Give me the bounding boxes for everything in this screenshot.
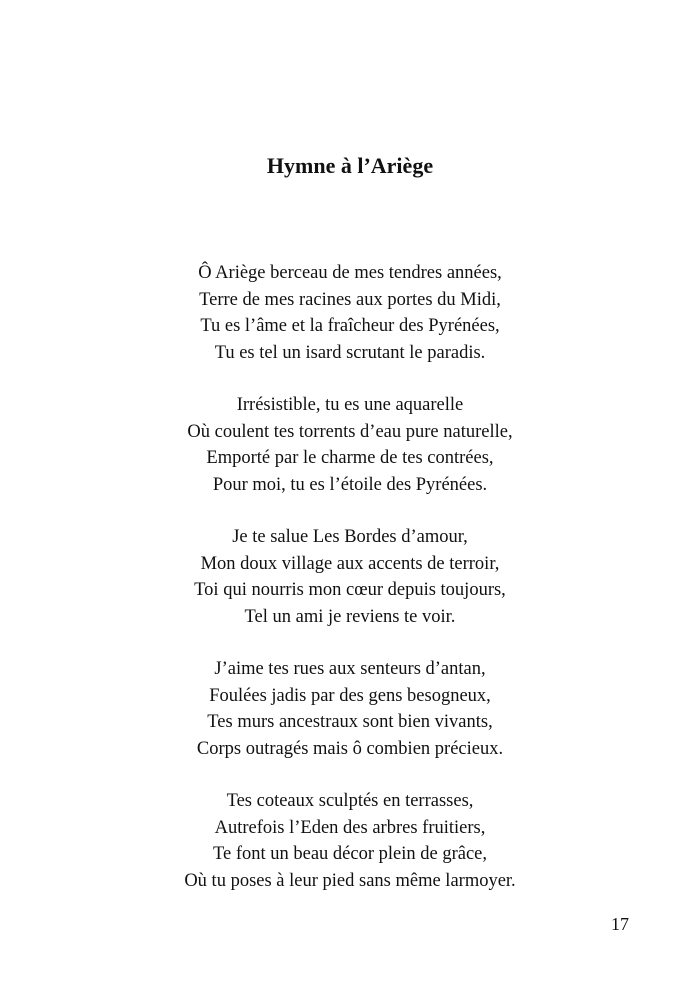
verse-line: J’aime tes rues aux senteurs d’antan,: [214, 659, 486, 679]
stanza-5: [0, 788, 700, 894]
stanza-1: [0, 260, 700, 366]
verse-line: Toi qui nourris mon cœur depuis toujours,: [194, 580, 506, 600]
verse-line: Tu es tel un isard scrutant le paradis.: [214, 342, 486, 363]
verse-line: Où coulent tes torrents d’eau pure naturelle,: [187, 421, 513, 442]
verse-line: Emporté par le charme de tes contrées,: [206, 448, 494, 468]
verse-line: Irrésistible, tu es une aquarelle: [236, 395, 464, 415]
verse-line: Mon doux village aux accents de terroir,: [200, 553, 500, 574]
stanza-3: [0, 524, 700, 630]
verse-line: Tes coteaux sculptés en terrasses,: [226, 791, 474, 811]
verse-line: Où tu poses à leur pied sans même larmoyer.: [184, 870, 516, 891]
verse-line: Terre de mes racines aux portes du Midi,: [199, 289, 501, 310]
page-number: 17: [611, 914, 629, 934]
verse-line: Te font un beau décor plein de grâce,: [212, 844, 488, 864]
poem-body: [0, 260, 700, 920]
verse-line: Tel un ami je reviens te voir.: [244, 606, 456, 627]
verse-line: Ô Ariège berceau de mes tendres années,: [198, 263, 502, 283]
verse-line: Tes murs ancestraux sont bien vivants,: [207, 712, 493, 732]
stanza-2: [0, 392, 700, 498]
poem-title: Hymne à l’Ariège: [266, 153, 434, 178]
verse-line: Corps outragés mais ô combien précieux.: [196, 738, 504, 759]
verse-line: Tu es l’âme et la fraîcheur des Pyrénées,: [200, 316, 500, 336]
verse-line: Pour moi, tu es l’étoile des Pyrénées.: [212, 474, 488, 495]
verse-line: Je te salue Les Bordes d’amour,: [232, 527, 468, 547]
verse-line: Autrefois l’Eden des arbres fruitiers,: [214, 817, 486, 838]
stanza-4: [0, 656, 700, 762]
verse-line: Foulées jadis par des gens besogneux,: [209, 685, 491, 706]
